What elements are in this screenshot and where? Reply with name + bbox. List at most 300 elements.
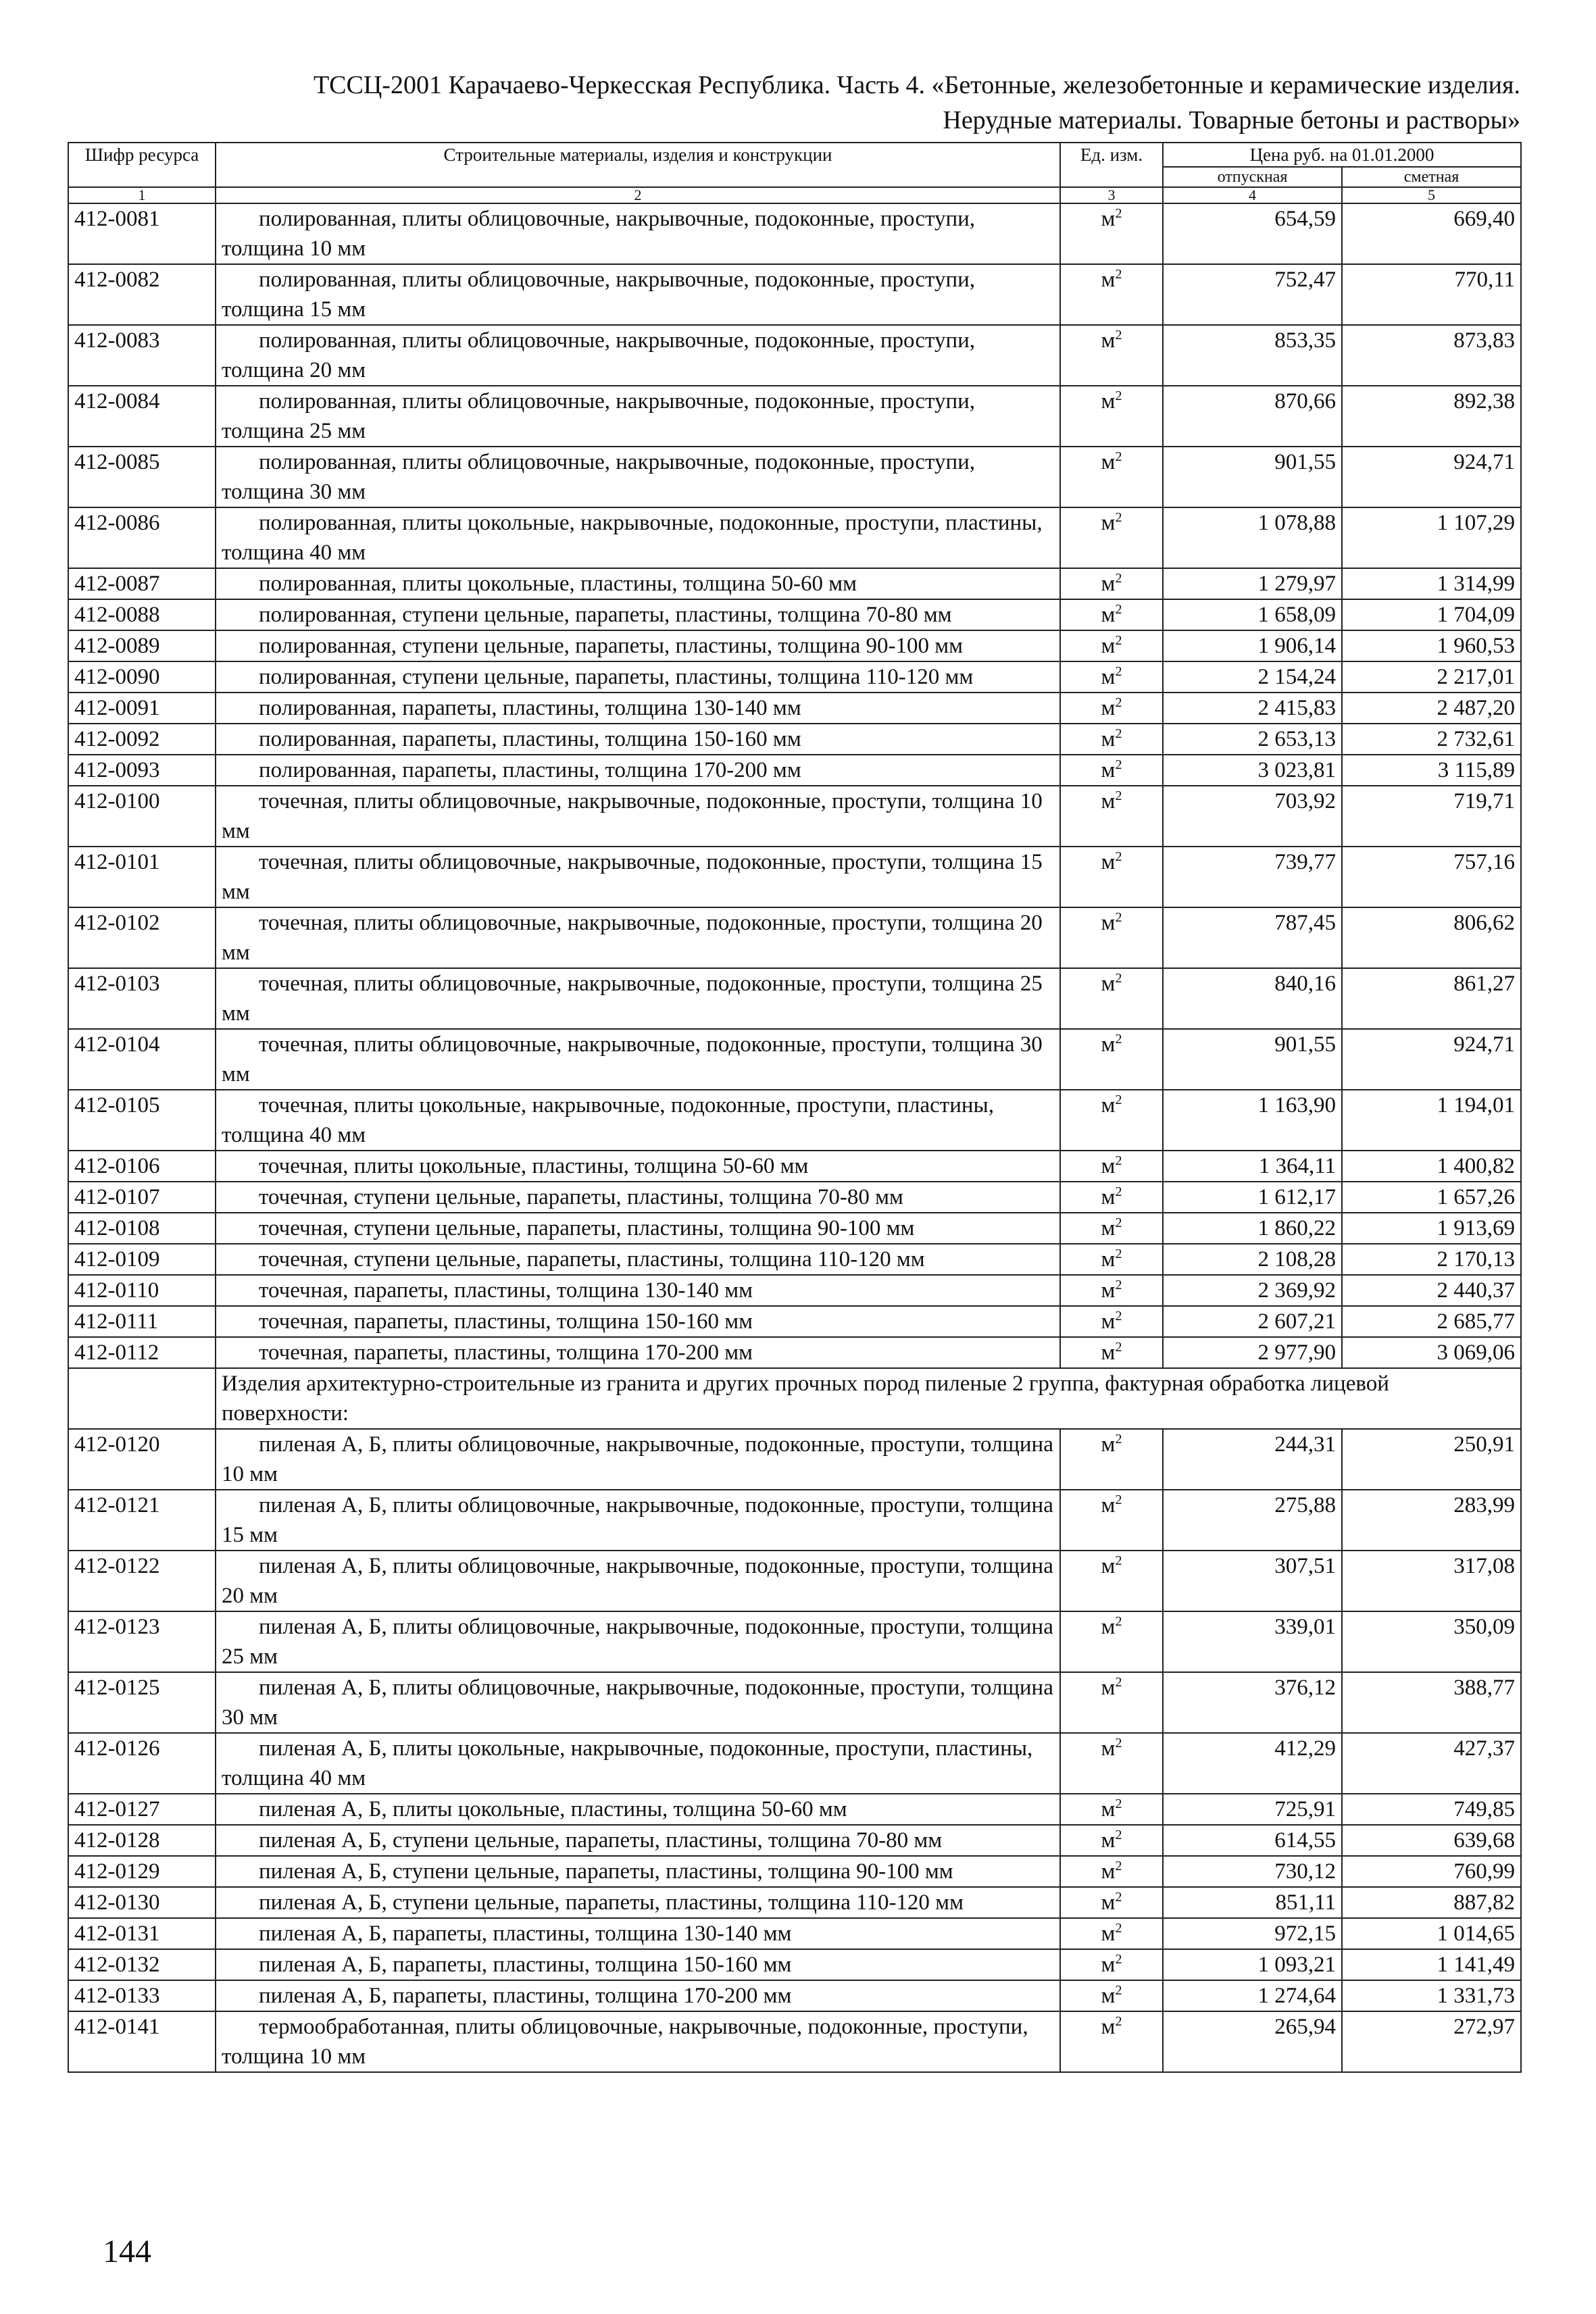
material-name: точечная, плиты цокольные, пластины, толщина 50-60 мм — [216, 1151, 1060, 1182]
estimate-price: 1 960,53 — [1342, 630, 1521, 661]
unit-exponent: 2 — [1115, 788, 1122, 803]
unit-base: м — [1101, 1340, 1116, 1365]
unit-base: м — [1101, 758, 1116, 782]
unit-exponent: 2 — [1115, 1278, 1122, 1292]
table-row — [68, 907, 1521, 968]
estimate-price: 1 194,01 — [1342, 1090, 1521, 1151]
estimate-price: 757,16 — [1342, 847, 1521, 907]
resource-code: 412-0130 — [68, 1887, 216, 1918]
unit-cell — [1060, 1949, 1163, 1980]
section-row — [68, 1368, 1521, 1429]
unit-base: м — [1101, 1093, 1116, 1117]
resource-code: 412-0100 — [68, 786, 216, 847]
estimate-price: 283,99 — [1342, 1490, 1521, 1551]
material-name: полированная, плиты цокольные, пластины, толщина 50-60 мм — [216, 568, 1060, 599]
unit-base: м — [1101, 696, 1116, 720]
price-table — [68, 142, 1522, 2073]
table-row — [68, 847, 1521, 907]
table-row — [68, 1182, 1521, 1213]
table-row — [68, 599, 1521, 630]
unit-exponent: 2 — [1115, 206, 1122, 221]
unit-exponent: 2 — [1115, 849, 1122, 864]
resource-code: 412-0132 — [68, 1949, 216, 1980]
release-price: 703,92 — [1163, 786, 1342, 847]
unit-cell — [1060, 1490, 1163, 1551]
release-price: 654,59 — [1163, 203, 1342, 264]
resource-code: 412-0091 — [68, 693, 216, 724]
table-row — [68, 1980, 1521, 2011]
estimate-price: 3 115,89 — [1342, 755, 1521, 786]
unit-base: м — [1101, 1890, 1116, 1915]
unit-base: м — [1101, 1984, 1116, 2008]
unit-exponent: 2 — [1115, 449, 1122, 464]
estimate-price: 427,37 — [1342, 1733, 1521, 1794]
unit-cell — [1060, 1611, 1163, 1672]
release-price: 1 274,64 — [1163, 1980, 1342, 2011]
material-name: полированная, плиты облицовочные, накрывочные, подоконные, проступи, толщина 10 мм — [216, 203, 1060, 264]
unit-base: м — [1101, 1676, 1116, 1700]
estimate-price: 350,09 — [1342, 1611, 1521, 1672]
unit-base: м — [1101, 727, 1116, 751]
unit-base: м — [1101, 450, 1116, 474]
unit-cell — [1060, 724, 1163, 755]
material-name: полированная, ступени цельные, парапеты, пластины, толщина 70-80 мм — [216, 599, 1060, 630]
column-number: 5 — [1342, 187, 1521, 203]
column-number: 4 — [1163, 187, 1342, 203]
material-name: пиленая А, Б, парапеты, пластины, толщина 170-200 мм — [216, 1980, 1060, 2011]
estimate-price: 861,27 — [1342, 968, 1521, 1029]
unit-base: м — [1101, 1953, 1116, 1977]
table-row — [68, 1244, 1521, 1275]
resource-code: 412-0122 — [68, 1551, 216, 1611]
table-row — [68, 2011, 1521, 2072]
unit-cell — [1060, 1825, 1163, 1856]
material-name: полированная, плиты облицовочные, накрывочные, подоконные, проступи, толщина 25 мм — [216, 386, 1060, 447]
release-price: 412,29 — [1163, 1733, 1342, 1794]
unit-exponent: 2 — [1115, 664, 1122, 679]
unit-exponent: 2 — [1115, 1553, 1122, 1568]
unit-exponent: 2 — [1115, 633, 1122, 648]
section-title: Изделия архитектурно-строительные из гранита и других прочных пород пиленые 2 группа, фактурная обработка лицевой поверхности: — [216, 1368, 1521, 1429]
material-name: полированная, ступени цельные, парапеты, пластины, толщина 110-120 мм — [216, 661, 1060, 693]
resource-code: 412-0108 — [68, 1213, 216, 1244]
unit-exponent: 2 — [1115, 1796, 1122, 1811]
release-price: 1 658,09 — [1163, 599, 1342, 630]
table-row — [68, 1856, 1521, 1887]
material-name: полированная, плиты цокольные, накрывочные, подоконные, проступи, пластины, толщина 40 мм — [216, 507, 1060, 568]
unit-exponent: 2 — [1115, 1614, 1122, 1629]
estimate-price: 2 170,13 — [1342, 1244, 1521, 1275]
unit-exponent: 2 — [1115, 571, 1122, 586]
resource-code: 412-0141 — [68, 2011, 216, 2072]
table-row — [68, 325, 1521, 386]
column-header-unit: Ед. изм. — [1060, 143, 1163, 187]
estimate-price: 770,11 — [1342, 264, 1521, 325]
unit-base: м — [1101, 1493, 1116, 1517]
estimate-price: 1 141,49 — [1342, 1949, 1521, 1980]
unit-cell — [1060, 1213, 1163, 1244]
unit-exponent: 2 — [1115, 510, 1122, 525]
material-name: пиленая А, Б, парапеты, пластины, толщина 150-160 мм — [216, 1949, 1060, 1980]
material-name: полированная, парапеты, пластины, толщина 150-160 мм — [216, 724, 1060, 755]
material-name: точечная, плиты цокольные, накрывочные, подоконные, проступи, пластины, толщина 40 мм — [216, 1090, 1060, 1151]
material-name: пиленая А, Б, плиты облицовочные, накрывочные, подоконные, проступи, толщина 30 мм — [216, 1672, 1060, 1733]
unit-base: м — [1101, 634, 1116, 658]
resource-code: 412-0081 — [68, 203, 216, 264]
unit-base: м — [1101, 789, 1116, 813]
resource-code: 412-0082 — [68, 264, 216, 325]
price-table-head — [68, 143, 1521, 203]
unit-cell — [1060, 1337, 1163, 1368]
material-name: пиленая А, Б, ступени цельные, парапеты, пластины, толщина 110-120 мм — [216, 1887, 1060, 1918]
estimate-price: 924,71 — [1342, 1029, 1521, 1090]
unit-cell — [1060, 1029, 1163, 1090]
table-row — [68, 507, 1521, 568]
table-row — [68, 568, 1521, 599]
unit-cell — [1060, 203, 1163, 264]
table-row — [68, 1306, 1521, 1337]
material-name: точечная, плиты облицовочные, накрывочные, подоконные, проступи, толщина 15 мм — [216, 847, 1060, 907]
unit-base: м — [1101, 572, 1116, 596]
table-row — [68, 386, 1521, 447]
table-row — [68, 1029, 1521, 1090]
resource-code: 412-0105 — [68, 1090, 216, 1151]
estimate-price: 1 014,65 — [1342, 1918, 1521, 1949]
unit-cell — [1060, 1856, 1163, 1887]
column-number: 2 — [216, 187, 1060, 203]
unit-cell — [1060, 693, 1163, 724]
unit-base: м — [1101, 1554, 1116, 1578]
unit-cell — [1060, 568, 1163, 599]
material-name: полированная, плиты облицовочные, накрывочные, подоконные, проступи, толщина 20 мм — [216, 325, 1060, 386]
material-name: точечная, парапеты, пластины, толщина 150-160 мм — [216, 1306, 1060, 1337]
estimate-price: 317,08 — [1342, 1551, 1521, 1611]
estimate-price: 873,83 — [1342, 325, 1521, 386]
resource-code: 412-0127 — [68, 1794, 216, 1825]
unit-exponent: 2 — [1115, 910, 1122, 925]
unit-cell — [1060, 968, 1163, 1029]
material-name: полированная, парапеты, пластины, толщина 170-200 мм — [216, 755, 1060, 786]
material-name: точечная, парапеты, пластины, толщина 170-200 мм — [216, 1337, 1060, 1368]
estimate-price: 1 704,09 — [1342, 599, 1521, 630]
section-code-cell — [68, 1368, 216, 1429]
column-number: 3 — [1060, 187, 1163, 203]
unit-exponent: 2 — [1115, 2014, 1122, 2029]
resource-code: 412-0086 — [68, 507, 216, 568]
unit-cell — [1060, 1244, 1163, 1275]
estimate-price: 806,62 — [1342, 907, 1521, 968]
material-name: пиленая А, Б, плиты цокольные, пластины, толщина 50-60 мм — [216, 1794, 1060, 1825]
release-price: 2 653,13 — [1163, 724, 1342, 755]
unit-base: м — [1101, 328, 1116, 353]
estimate-price: 887,82 — [1342, 1887, 1521, 1918]
release-price: 870,66 — [1163, 386, 1342, 447]
unit-cell — [1060, 1090, 1163, 1151]
table-row — [68, 724, 1521, 755]
resource-code: 412-0104 — [68, 1029, 216, 1090]
table-row — [68, 661, 1521, 693]
release-price: 1 364,11 — [1163, 1151, 1342, 1182]
unit-cell — [1060, 325, 1163, 386]
unit-exponent: 2 — [1115, 1309, 1122, 1324]
estimate-price: 1 913,69 — [1342, 1213, 1521, 1244]
table-row — [68, 1825, 1521, 1856]
release-price: 2 415,83 — [1163, 693, 1342, 724]
resource-code: 412-0088 — [68, 599, 216, 630]
estimate-price: 1 314,99 — [1342, 568, 1521, 599]
table-row — [68, 968, 1521, 1029]
unit-exponent: 2 — [1115, 1736, 1122, 1751]
resource-code: 412-0126 — [68, 1733, 216, 1794]
release-price: 244,31 — [1163, 1429, 1342, 1490]
unit-exponent: 2 — [1115, 602, 1122, 617]
material-name: полированная, плиты облицовочные, накрывочные, подоконные, проступи, толщина 30 мм — [216, 447, 1060, 507]
material-name: точечная, плиты облицовочные, накрывочные, подоконные, проступи, толщина 30 мм — [216, 1029, 1060, 1090]
column-number-row — [68, 187, 1521, 203]
resource-code: 412-0110 — [68, 1275, 216, 1306]
resource-code: 412-0102 — [68, 907, 216, 968]
unit-exponent: 2 — [1115, 1092, 1122, 1107]
release-price: 2 154,24 — [1163, 661, 1342, 693]
page-number: 144 — [103, 2234, 151, 2269]
material-name: точечная, плиты облицовочные, накрывочные, подоконные, проступи, толщина 20 мм — [216, 907, 1060, 968]
unit-cell — [1060, 1429, 1163, 1490]
header-title-line-1: ТССЦ-2001 Карачаево-Черкесская Республика. Часть 4. «Бетонные, железобетонные и керамические изделия. — [313, 71, 1520, 99]
material-name: полированная, ступени цельные, парапеты, пластины, толщина 90-100 мм — [216, 630, 1060, 661]
table-row — [68, 1151, 1521, 1182]
estimate-price: 272,97 — [1342, 2011, 1521, 2072]
unit-cell — [1060, 1672, 1163, 1733]
resource-code: 412-0083 — [68, 325, 216, 386]
unit-cell — [1060, 1275, 1163, 1306]
unit-cell — [1060, 2011, 1163, 2072]
unit-exponent: 2 — [1115, 1247, 1122, 1261]
unit-exponent: 2 — [1115, 1675, 1122, 1690]
estimate-price: 2 732,61 — [1342, 724, 1521, 755]
unit-cell — [1060, 1918, 1163, 1949]
material-name: полированная, парапеты, пластины, толщина 130-140 мм — [216, 693, 1060, 724]
resource-code: 412-0129 — [68, 1856, 216, 1887]
release-price: 787,45 — [1163, 907, 1342, 968]
unit-base: м — [1101, 511, 1116, 535]
release-price: 3 023,81 — [1163, 755, 1342, 786]
estimate-price: 2 487,20 — [1342, 693, 1521, 724]
resource-code: 412-0106 — [68, 1151, 216, 1182]
table-row — [68, 1887, 1521, 1918]
unit-cell — [1060, 1306, 1163, 1337]
release-price: 1 906,14 — [1163, 630, 1342, 661]
material-name: точечная, плиты облицовочные, накрывочные, подоконные, проступи, толщина 25 мм — [216, 968, 1060, 1029]
unit-base: м — [1101, 1736, 1116, 1761]
material-name: пиленая А, Б, плиты облицовочные, накрывочные, подоконные, проступи, толщина 20 мм — [216, 1551, 1060, 1611]
unit-cell — [1060, 786, 1163, 847]
material-name: пиленая А, Б, плиты облицовочные, накрывочные, подоконные, проступи, толщина 10 мм — [216, 1429, 1060, 1490]
table-row — [68, 1337, 1521, 1368]
resource-code: 412-0109 — [68, 1244, 216, 1275]
unit-base: м — [1101, 850, 1116, 874]
estimate-price: 669,40 — [1342, 203, 1521, 264]
unit-exponent: 2 — [1115, 971, 1122, 986]
estimate-price: 388,77 — [1342, 1672, 1521, 1733]
unit-cell — [1060, 755, 1163, 786]
release-price: 851,11 — [1163, 1887, 1342, 1918]
release-price: 1 078,88 — [1163, 507, 1342, 568]
unit-base: м — [1101, 1797, 1116, 1821]
release-price: 1 612,17 — [1163, 1182, 1342, 1213]
header-title-line-2: Нерудные материалы. Товарные бетоны и растворы» — [943, 106, 1520, 134]
price-table-body — [68, 203, 1521, 2072]
table-row — [68, 786, 1521, 847]
material-name: пиленая А, Б, парапеты, пластины, толщина 130-140 мм — [216, 1918, 1060, 1949]
release-price: 275,88 — [1163, 1490, 1342, 1551]
estimate-price: 1 400,82 — [1342, 1151, 1521, 1182]
column-header-estimate-price: сметная — [1342, 167, 1521, 187]
unit-exponent: 2 — [1115, 1032, 1122, 1047]
unit-base: м — [1101, 1828, 1116, 1853]
estimate-price: 924,71 — [1342, 447, 1521, 507]
estimate-price: 2 440,37 — [1342, 1275, 1521, 1306]
unit-base: м — [1101, 1432, 1116, 1457]
resource-code: 412-0090 — [68, 661, 216, 693]
unit-cell — [1060, 907, 1163, 968]
table-row — [68, 1794, 1521, 1825]
material-name: пиленая А, Б, ступени цельные, парапеты, пластины, толщина 70-80 мм — [216, 1825, 1060, 1856]
release-price: 853,35 — [1163, 325, 1342, 386]
resource-code: 412-0103 — [68, 968, 216, 1029]
unit-cell — [1060, 264, 1163, 325]
unit-exponent: 2 — [1115, 1153, 1122, 1168]
release-price: 1 860,22 — [1163, 1213, 1342, 1244]
release-price: 1 279,97 — [1163, 568, 1342, 599]
unit-exponent: 2 — [1115, 1952, 1122, 1967]
unit-cell — [1060, 1980, 1163, 2011]
unit-cell — [1060, 1551, 1163, 1611]
material-name: точечная, ступени цельные, парапеты, пластины, толщина 110-120 мм — [216, 1244, 1060, 1275]
unit-cell — [1060, 1151, 1163, 1182]
unit-exponent: 2 — [1115, 267, 1122, 282]
unit-exponent: 2 — [1115, 1890, 1122, 1905]
material-name: пиленая А, Б, ступени цельные, парапеты, пластины, толщина 90-100 мм — [216, 1856, 1060, 1887]
unit-cell — [1060, 447, 1163, 507]
estimate-price: 1 331,73 — [1342, 1980, 1521, 2011]
release-price: 739,77 — [1163, 847, 1342, 907]
table-row — [68, 1490, 1521, 1551]
column-header-price: Цена руб. на 01.01.2000 — [1163, 143, 1521, 167]
release-price: 1 163,90 — [1163, 1090, 1342, 1151]
unit-exponent: 2 — [1115, 726, 1122, 741]
column-header-name: Строительные материалы, изделия и конструкции — [216, 143, 1060, 187]
resource-code: 412-0133 — [68, 1980, 216, 2011]
release-price: 752,47 — [1163, 264, 1342, 325]
estimate-price: 2 217,01 — [1342, 661, 1521, 693]
estimate-price: 3 069,06 — [1342, 1337, 1521, 1368]
estimate-price: 2 685,77 — [1342, 1306, 1521, 1337]
unit-exponent: 2 — [1115, 695, 1122, 710]
material-name: полированная, плиты облицовочные, накрывочные, подоконные, проступи, толщина 15 мм — [216, 264, 1060, 325]
unit-cell — [1060, 1887, 1163, 1918]
estimate-price: 1 107,29 — [1342, 507, 1521, 568]
unit-base: м — [1101, 207, 1116, 231]
estimate-price: 719,71 — [1342, 786, 1521, 847]
resource-code: 412-0092 — [68, 724, 216, 755]
estimate-price: 760,99 — [1342, 1856, 1521, 1887]
resource-code: 412-0089 — [68, 630, 216, 661]
column-header-code: Шифр ресурса — [68, 143, 216, 187]
resource-code: 412-0128 — [68, 1825, 216, 1856]
unit-exponent: 2 — [1115, 1921, 1122, 1936]
estimate-price: 1 657,26 — [1342, 1182, 1521, 1213]
material-name: термообработанная, плиты облицовочные, накрывочные, подоконные, проступи, толщина 10 мм — [216, 2011, 1060, 2072]
unit-exponent: 2 — [1115, 1184, 1122, 1199]
resource-code: 412-0121 — [68, 1490, 216, 1551]
unit-exponent: 2 — [1115, 1340, 1122, 1355]
estimate-price: 639,68 — [1342, 1825, 1521, 1856]
resource-code: 412-0131 — [68, 1918, 216, 1949]
unit-base: м — [1101, 2015, 1116, 2039]
table-row — [68, 1949, 1521, 1980]
unit-cell — [1060, 1794, 1163, 1825]
estimate-price: 892,38 — [1342, 386, 1521, 447]
release-price: 307,51 — [1163, 1551, 1342, 1611]
unit-cell — [1060, 507, 1163, 568]
unit-cell — [1060, 661, 1163, 693]
estimate-price: 250,91 — [1342, 1429, 1521, 1490]
material-name: точечная, ступени цельные, парапеты, пластины, толщина 70-80 мм — [216, 1182, 1060, 1213]
unit-exponent: 2 — [1115, 1828, 1122, 1842]
unit-exponent: 2 — [1115, 1432, 1122, 1447]
unit-base: м — [1101, 1859, 1116, 1884]
unit-exponent: 2 — [1115, 1983, 1122, 1998]
page-header — [68, 68, 1520, 138]
unit-exponent: 2 — [1115, 1215, 1122, 1230]
resource-code: 412-0087 — [68, 568, 216, 599]
release-price: 725,91 — [1163, 1794, 1342, 1825]
release-price: 901,55 — [1163, 447, 1342, 507]
column-header-release-price: отпускная — [1163, 167, 1342, 187]
resource-code: 412-0093 — [68, 755, 216, 786]
resource-code: 412-0101 — [68, 847, 216, 907]
unit-base: м — [1101, 389, 1116, 413]
unit-base: м — [1101, 268, 1116, 292]
unit-base: м — [1101, 1278, 1116, 1303]
table-row — [68, 1275, 1521, 1306]
material-name: точечная, ступени цельные, парапеты, пластины, толщина 90-100 мм — [216, 1213, 1060, 1244]
release-price: 730,12 — [1163, 1856, 1342, 1887]
release-price: 972,15 — [1163, 1918, 1342, 1949]
table-row — [68, 755, 1521, 786]
unit-exponent: 2 — [1115, 1492, 1122, 1507]
table-row — [68, 1918, 1521, 1949]
table-row — [68, 1672, 1521, 1733]
resource-code: 412-0120 — [68, 1429, 216, 1490]
table-row — [68, 1611, 1521, 1672]
release-price: 2 108,28 — [1163, 1244, 1342, 1275]
release-price: 1 093,21 — [1163, 1949, 1342, 1980]
resource-code: 412-0123 — [68, 1611, 216, 1672]
unit-exponent: 2 — [1115, 1859, 1122, 1873]
unit-base: м — [1101, 1032, 1116, 1057]
unit-base: м — [1101, 665, 1116, 689]
unit-base: м — [1101, 603, 1116, 627]
unit-cell — [1060, 1182, 1163, 1213]
unit-cell — [1060, 630, 1163, 661]
table-row — [68, 203, 1521, 264]
unit-cell — [1060, 1733, 1163, 1794]
resource-code: 412-0084 — [68, 386, 216, 447]
material-name: пиленая А, Б, плиты цокольные, накрывочные, подоконные, проступи, пластины, толщина 40 мм — [216, 1733, 1060, 1794]
material-name: пиленая А, Б, плиты облицовочные, накрывочные, подоконные, проступи, толщина 25 мм — [216, 1611, 1060, 1672]
column-number: 1 — [68, 187, 216, 203]
